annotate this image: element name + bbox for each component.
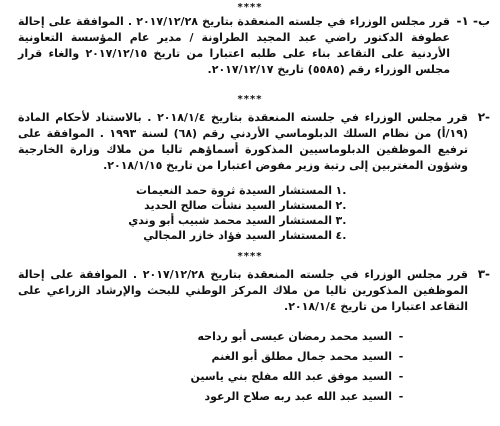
item-3-names-list [190,327,410,407]
list-marker: .١ [335,184,347,197]
separator-middle-1: **** [237,94,263,105]
list-item [190,387,410,407]
decision-item-2 [18,110,490,174]
name-text: السيد موفق عبد الله مفلح بني ياسين [190,370,392,383]
list-item [128,183,350,198]
list-item [190,367,410,387]
list-item [190,327,410,347]
list-item [128,213,350,228]
item-2-text: قرر مجلس الوزراء في جلسته المنعقدة بتاريخ ٢٠١٨/١/٤ . بالاستناد لأحكام المادة (١٩/أ) من نظام السلك الدبلوماسي الأردني رقم (٦٨) لسنة ١٩٩٣ . الموافقة على ترفيع الموظفين الدبلوماسيين المذكورة أسماؤهم تاليا من ملاك وزارة الخارجية وشؤون المغتربين إلى رتبة وزير مفوض اعتبارا من تاريخ ٢٠١٨/١/١٥. [18,111,468,172]
name-text: السيد محمد رمضان عيسى أبو رداحه [197,330,392,343]
list-marker: - [398,330,404,343]
name-text: المستشار السيدة ثروة حمد النعيمات [136,184,332,197]
name-text: السيد عبد الله عبد ربه صلاح الرعود [204,390,392,403]
list-marker: - [398,350,404,363]
separator-middle-2: **** [237,251,263,262]
list-item [128,198,350,213]
list-item [190,347,410,367]
decision-item-3 [18,267,490,315]
list-marker: .٤ [335,229,347,242]
decision-item-1 [18,14,490,78]
name-text: المستشار السيد محمد شبيب أبو وندي [128,214,332,227]
item-2-names-list [128,183,350,243]
name-text: المستشار السيد فؤاد خازر المجالي [143,229,332,242]
item-3-text: قرر مجلس الوزراء في جلسته المنعقدة بتاريخ ٢٠١٧/١٢/٢٨ . الموافقة على إحالة الموظفين المذكورين تاليا من ملاك المركز الوطني للبحث والإرشاد الزراعي على التقاعد اعتبارا من تاريخ ٢٠١٨/١/٤. [18,268,468,313]
item-1-number: ب- ١- [456,14,490,28]
list-marker: .٣ [335,214,347,227]
separator-top: **** [237,2,263,13]
item-1-text: قرر مجلس الوزراء في جلسته المنعقدة بتاريخ ٢٠١٧/١٢/٢٨ . الموافقة على إحالة عطوفة الدكتور راضي عبد المجيد الطراونة / مدير عام المؤسسة التعاونية الأردنية على التقاعد بناء على طلبه اعتبارا من تاريخ ٢٠١٧/١٢/١٥ والغاء قرار مجلس الوزراء رقم (٥٥٨٥) تاريخ ٢٠١٧/١٢/١٧. [18,15,450,76]
list-marker: - [398,390,404,403]
list-marker: - [398,370,404,383]
name-text: المستشار السيد نشأت صالح الحديد [144,199,332,212]
item-2-number: -٢ [477,110,490,124]
list-item [128,228,350,243]
name-text: السيد محمد جمال مطلق أبو الغنم [211,350,392,363]
list-marker: .٢ [335,199,347,212]
item-3-number: -٣ [477,267,490,281]
